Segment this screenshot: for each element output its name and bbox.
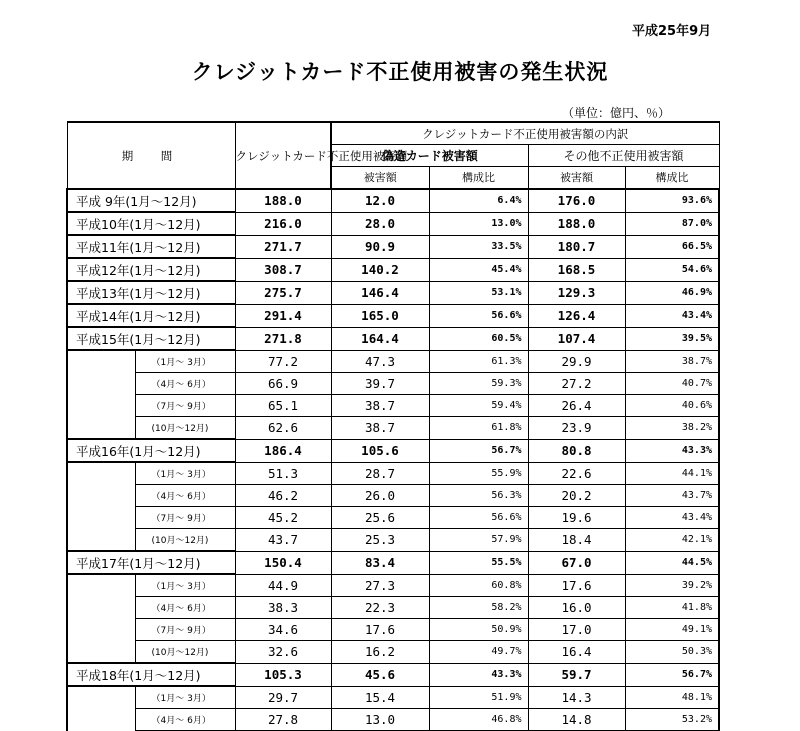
total-damage-value: 291.4 xyxy=(235,304,331,327)
forged-ratio-value: 6.4% xyxy=(429,189,528,212)
forged-ratio-value: 43.3% xyxy=(429,663,528,686)
other-ratio-value: 56.7% xyxy=(625,663,719,686)
total-damage-value: 188.0 xyxy=(235,189,331,212)
total-damage-value: 65.1 xyxy=(235,395,331,417)
other-amount-value: 176.0 xyxy=(528,189,625,212)
total-damage-value: 43.7 xyxy=(235,529,331,552)
other-ratio-value: 50.3% xyxy=(625,641,719,664)
period-label: 平成17年(1月～12月) xyxy=(67,551,235,574)
forged-ratio-value: 50.9% xyxy=(429,619,528,641)
other-amount-value: 168.5 xyxy=(528,258,625,281)
forged-amount-value: 16.2 xyxy=(331,641,429,664)
other-amount-value: 129.3 xyxy=(528,281,625,304)
table-row-year xyxy=(67,663,719,686)
table-row-quarter xyxy=(67,507,719,529)
other-ratio-value: 66.5% xyxy=(625,235,719,258)
forged-ratio-value: 58.2% xyxy=(429,597,528,619)
table-row-year xyxy=(67,258,719,281)
forged-ratio-value: 51.9% xyxy=(429,686,528,709)
total-damage-value: 308.7 xyxy=(235,258,331,281)
forged-ratio-value: 56.3% xyxy=(429,485,528,507)
quarter-label: (10月～12月) xyxy=(135,641,235,664)
forged-amount-value: 39.7 xyxy=(331,373,429,395)
other-amount-value: 16.0 xyxy=(528,597,625,619)
forged-amount-value: 140.2 xyxy=(331,258,429,281)
quarter-label: （7月～ 9月） xyxy=(135,619,235,641)
total-damage-value: 275.7 xyxy=(235,281,331,304)
total-damage-value: 34.6 xyxy=(235,619,331,641)
table-row-quarter xyxy=(67,641,719,664)
forged-amount-value: 38.7 xyxy=(331,417,429,440)
other-ratio-value: 43.4% xyxy=(625,304,719,327)
indent-spacer xyxy=(67,373,135,395)
indent-spacer xyxy=(67,350,135,373)
fraud-damage-table xyxy=(66,121,720,731)
other-amount-value: 17.6 xyxy=(528,574,625,597)
total-damage-value: 150.4 xyxy=(235,551,331,574)
other-ratio-value: 44.5% xyxy=(625,551,719,574)
other-ratio-header: 構成比 xyxy=(625,167,719,190)
forged-amount-value: 25.3 xyxy=(331,529,429,552)
other-ratio-value: 43.4% xyxy=(625,507,719,529)
other-amount-value: 188.0 xyxy=(528,212,625,235)
period-label: 平成10年(1月～12月) xyxy=(67,212,235,235)
period-label: 平成15年(1月～12月) xyxy=(67,327,235,350)
forged-ratio-value: 60.5% xyxy=(429,327,528,350)
other-ratio-value: 87.0% xyxy=(625,212,719,235)
indent-spacer xyxy=(67,417,135,440)
indent-spacer xyxy=(67,597,135,619)
forged-ratio-value: 60.8% xyxy=(429,574,528,597)
indent-spacer xyxy=(67,641,135,664)
total-damage-value: 77.2 xyxy=(235,350,331,373)
table-row-quarter xyxy=(67,619,719,641)
breakdown-header: クレジットカード不正使用被害額の内訳 xyxy=(331,122,719,145)
indent-spacer xyxy=(67,686,135,709)
other-ratio-value: 53.2% xyxy=(625,709,719,731)
period-label: 平成 9年(1月～12月) xyxy=(67,189,235,212)
forged-ratio-value: 33.5% xyxy=(429,235,528,258)
total-damage-value: 38.3 xyxy=(235,597,331,619)
other-ratio-value: 40.7% xyxy=(625,373,719,395)
quarter-label: （1月～ 3月） xyxy=(135,350,235,373)
table-row-year xyxy=(67,212,719,235)
total-damage-value: 32.6 xyxy=(235,641,331,664)
table-row-quarter xyxy=(67,709,719,731)
period-label: 平成14年(1月～12月) xyxy=(67,304,235,327)
table-row-year xyxy=(67,189,719,212)
document-date: 平成25年9月 xyxy=(632,24,712,39)
total-damage-value: 51.3 xyxy=(235,462,331,485)
table-body xyxy=(67,189,719,731)
period-label: 平成18年(1月～12月) xyxy=(67,663,235,686)
table-row-quarter xyxy=(67,686,719,709)
other-ratio-value: 39.5% xyxy=(625,327,719,350)
quarter-label: （4月～ 6月） xyxy=(135,709,235,731)
total-damage-value: 186.4 xyxy=(235,439,331,462)
quarter-label: （7月～ 9月） xyxy=(135,395,235,417)
table-row-quarter xyxy=(67,462,719,485)
quarter-label: （1月～ 3月） xyxy=(135,686,235,709)
indent-spacer xyxy=(67,574,135,597)
forged-amount-value: 83.4 xyxy=(331,551,429,574)
table-row-year xyxy=(67,304,719,327)
total-damage-value: 105.3 xyxy=(235,663,331,686)
period-label: 平成13年(1月～12月) xyxy=(67,281,235,304)
forged-amount-value: 22.3 xyxy=(331,597,429,619)
indent-spacer xyxy=(67,529,135,552)
other-amount-value: 14.8 xyxy=(528,709,625,731)
table-row-year xyxy=(67,281,719,304)
forged-amount-value: 165.0 xyxy=(331,304,429,327)
other-ratio-value: 54.6% xyxy=(625,258,719,281)
forged-ratio-value: 55.9% xyxy=(429,462,528,485)
forged-ratio-value: 59.4% xyxy=(429,395,528,417)
other-ratio-value: 39.2% xyxy=(625,574,719,597)
other-amount-value: 22.6 xyxy=(528,462,625,485)
table-row-quarter xyxy=(67,574,719,597)
unit-note: （単位：億円、％） xyxy=(562,106,671,120)
other-ratio-value: 44.1% xyxy=(625,462,719,485)
forged-amount-value: 28.7 xyxy=(331,462,429,485)
total-damage-value: 45.2 xyxy=(235,507,331,529)
total-damage-value: 66.9 xyxy=(235,373,331,395)
total-damage-value: 44.9 xyxy=(235,574,331,597)
other-ratio-value: 49.1% xyxy=(625,619,719,641)
quarter-label: （4月～ 6月） xyxy=(135,597,235,619)
other-amount-header: 被害額 xyxy=(528,167,625,190)
table-row-quarter xyxy=(67,417,719,440)
forged-amount-value: 28.0 xyxy=(331,212,429,235)
forged-amount-value: 146.4 xyxy=(331,281,429,304)
quarter-label: （1月～ 3月） xyxy=(135,462,235,485)
total-damage-value: 216.0 xyxy=(235,212,331,235)
quarter-label: (10月～12月) xyxy=(135,417,235,440)
forged-amount-value: 12.0 xyxy=(331,189,429,212)
total-damage-value: 29.7 xyxy=(235,686,331,709)
period-label: 平成16年(1月～12月) xyxy=(67,439,235,462)
other-amount-value: 27.2 xyxy=(528,373,625,395)
indent-spacer xyxy=(67,619,135,641)
indent-spacer xyxy=(67,507,135,529)
table-row-quarter xyxy=(67,350,719,373)
table-row-quarter xyxy=(67,485,719,507)
other-ratio-value: 43.3% xyxy=(625,439,719,462)
forged-ratio-value: 59.3% xyxy=(429,373,528,395)
table-row-year xyxy=(67,551,719,574)
forged-amount-value: 105.6 xyxy=(331,439,429,462)
forged-amount-value: 15.4 xyxy=(331,686,429,709)
forged-amount-value: 27.3 xyxy=(331,574,429,597)
other-ratio-value: 43.7% xyxy=(625,485,719,507)
other-amount-value: 180.7 xyxy=(528,235,625,258)
other-ratio-value: 38.2% xyxy=(625,417,719,440)
other-ratio-value: 93.6% xyxy=(625,189,719,212)
forged-amount-value: 26.0 xyxy=(331,485,429,507)
forged-amount-value: 13.0 xyxy=(331,709,429,731)
total-damage-value: 271.8 xyxy=(235,327,331,350)
period-header: 期 間 xyxy=(67,122,235,189)
forged-amount-value: 38.7 xyxy=(331,395,429,417)
other-amount-value: 14.3 xyxy=(528,686,625,709)
total-damage-value: 46.2 xyxy=(235,485,331,507)
forged-ratio-header: 構成比 xyxy=(429,167,528,190)
forged-ratio-value: 13.0% xyxy=(429,212,528,235)
quarter-label: （1月～ 3月） xyxy=(135,574,235,597)
other-amount-value: 26.4 xyxy=(528,395,625,417)
other-fraud-header: その他不正使用被害額 xyxy=(528,145,719,167)
other-amount-value: 80.8 xyxy=(528,439,625,462)
table-row-quarter xyxy=(67,395,719,417)
forged-ratio-value: 56.6% xyxy=(429,304,528,327)
other-ratio-value: 46.9% xyxy=(625,281,719,304)
table-row-year xyxy=(67,235,719,258)
forged-amount-value: 90.9 xyxy=(331,235,429,258)
indent-spacer xyxy=(67,395,135,417)
other-amount-value: 126.4 xyxy=(528,304,625,327)
forged-amount-value: 25.6 xyxy=(331,507,429,529)
period-label: 平成11年(1月～12月) xyxy=(67,235,235,258)
other-ratio-value: 42.1% xyxy=(625,529,719,552)
other-ratio-value: 41.8% xyxy=(625,597,719,619)
quarter-label: （4月～ 6月） xyxy=(135,373,235,395)
other-amount-value: 59.7 xyxy=(528,663,625,686)
forged-ratio-value: 56.7% xyxy=(429,439,528,462)
forged-amount-value: 45.6 xyxy=(331,663,429,686)
forged-ratio-value: 61.8% xyxy=(429,417,528,440)
other-amount-value: 23.9 xyxy=(528,417,625,440)
other-amount-value: 19.6 xyxy=(528,507,625,529)
forged-amount-value: 17.6 xyxy=(331,619,429,641)
forged-ratio-value: 49.7% xyxy=(429,641,528,664)
forged-ratio-value: 53.1% xyxy=(429,281,528,304)
total-damage-value: 62.6 xyxy=(235,417,331,440)
other-amount-value: 29.9 xyxy=(528,350,625,373)
quarter-label: （7月～ 9月） xyxy=(135,507,235,529)
table-row-quarter xyxy=(67,529,719,552)
other-ratio-value: 48.1% xyxy=(625,686,719,709)
forged-ratio-value: 56.6% xyxy=(429,507,528,529)
forged-ratio-value: 57.9% xyxy=(429,529,528,552)
total-damage-value: 271.7 xyxy=(235,235,331,258)
quarter-label: (10月～12月) xyxy=(135,529,235,552)
table-row-year xyxy=(67,327,719,350)
page-title: クレジットカード不正使用被害の発生状況 xyxy=(191,60,609,84)
period-label: 平成12年(1月～12月) xyxy=(67,258,235,281)
forged-ratio-value: 45.4% xyxy=(429,258,528,281)
forged-amount-value: 164.4 xyxy=(331,327,429,350)
other-amount-value: 16.4 xyxy=(528,641,625,664)
forged-amount-value: 47.3 xyxy=(331,350,429,373)
indent-spacer xyxy=(67,709,135,731)
other-ratio-value: 40.6% xyxy=(625,395,719,417)
other-amount-value: 17.0 xyxy=(528,619,625,641)
other-ratio-value: 38.7% xyxy=(625,350,719,373)
indent-spacer xyxy=(67,485,135,507)
total-damage-header: クレジットカード不正使用被害額 xyxy=(235,122,331,189)
table-row-year xyxy=(67,439,719,462)
total-damage-value: 27.8 xyxy=(235,709,331,731)
other-amount-value: 20.2 xyxy=(528,485,625,507)
other-amount-value: 67.0 xyxy=(528,551,625,574)
other-amount-value: 107.4 xyxy=(528,327,625,350)
table-row-quarter xyxy=(67,597,719,619)
forged-ratio-value: 46.8% xyxy=(429,709,528,731)
indent-spacer xyxy=(67,462,135,485)
forged-amount-header: 被害額 xyxy=(331,167,429,190)
other-amount-value: 18.4 xyxy=(528,529,625,552)
quarter-label: （4月～ 6月） xyxy=(135,485,235,507)
forged-card-header: 偽造カード被害額 xyxy=(331,145,528,167)
table-row-quarter xyxy=(67,373,719,395)
forged-ratio-value: 55.5% xyxy=(429,551,528,574)
forged-ratio-value: 61.3% xyxy=(429,350,528,373)
